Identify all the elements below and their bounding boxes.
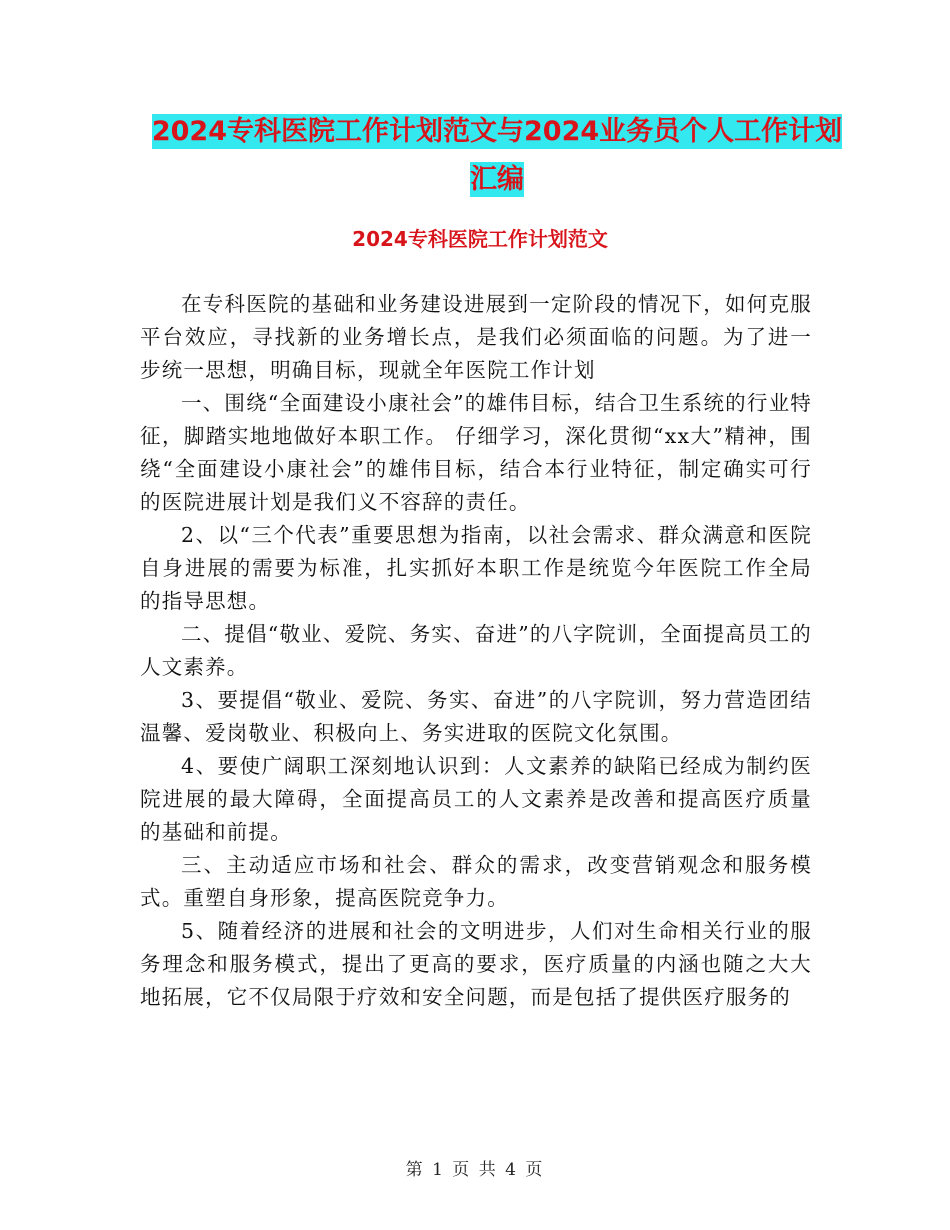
document-title: [140, 108, 854, 204]
paragraph-4: 3、要提倡“敬业、爱院、务实、奋进”的八字院训，努力营造团结温馨、爱岗敬业、积极向上、务实进取的医院文化氛围。: [140, 688, 812, 745]
document-title-text: 2024专科医院工作计划范文与2024业务员个人工作计划汇编: [151, 116, 843, 195]
paragraph-2: 2、以“三个代表”重要思想为指南，以社会需求、群众满意和医院自身进展的需要为标准，扎实抓好本职工作是统览今年医院工作全局的指导思想。: [140, 523, 812, 613]
paragraph-intro: 在专科医院的基础和业务建设进展到一定阶段的情况下，如何克服平台效应，寻找新的业务增长点，是我们必须面临的问题。为了进一步统一思想，明确目标，现就全年医院工作计划: [140, 292, 812, 382]
paragraph-7: 5、随着经济的进展和社会的文明进步，人们对生命相关行业的服务理念和服务模式，提出了更高的要求，医疗质量的内涵也随之大大地拓展，它不仅局限于疗效和安全问题，而是包括了提供医疗服务的: [140, 919, 812, 1009]
paragraph-5: 4、要使广阔职工深刻地认识到：人文素养的缺陷已经成为制约医院进展的最大障碍，全面提高员工的人文素养是改善和提高医疗质量的基础和前提。: [140, 754, 812, 844]
section-title: 2024专科医院工作计划范文: [352, 227, 608, 251]
page-number-footer: 第 1 页 共 4 页: [405, 1160, 545, 1180]
document-body: [140, 288, 812, 1014]
paragraph-1: 一、围绕“全面建设小康社会”的雄伟目标，结合卫生系统的行业特征，脚踏实地地做好本职工作。 仔细学习，深化贯彻“xx大”精神，围绕“全面建设小康社会”的雄伟目标，结合本行业特征，制定确实可行的医院进展计划是我们义不容辞的责任。: [140, 391, 812, 514]
paragraph-3: 二、提倡“敬业、爱院、务实、奋进”的八字院训，全面提高员工的人文素养。: [140, 622, 812, 679]
paragraph-6: 三、主动适应市场和社会、群众的需求，改变营销观念和服务模式。重塑自身形象，提高医院竞争力。: [140, 853, 812, 910]
